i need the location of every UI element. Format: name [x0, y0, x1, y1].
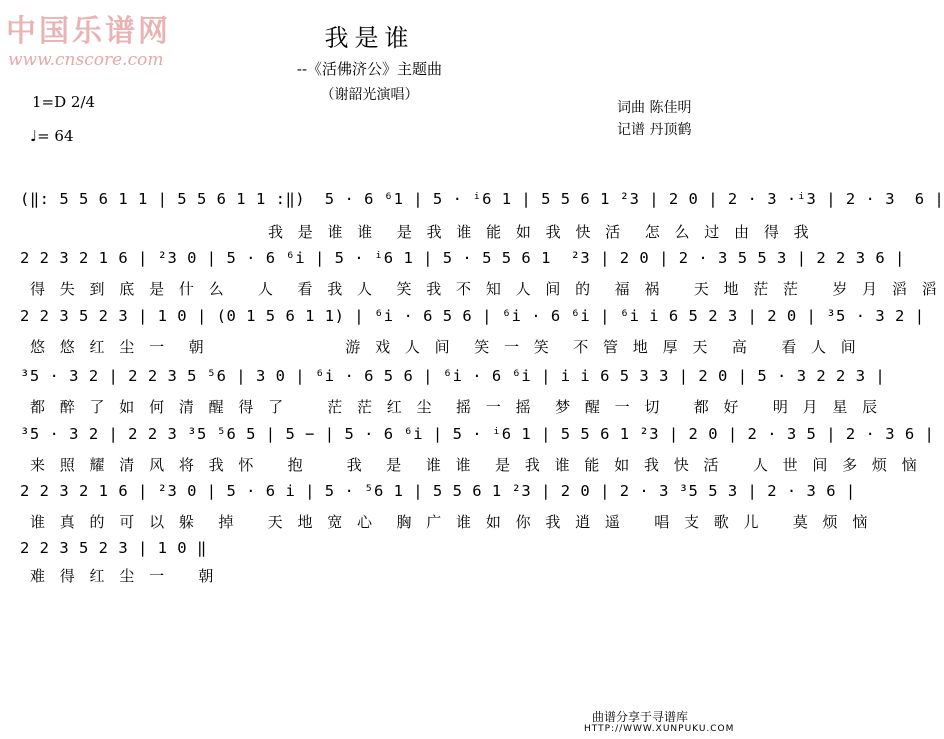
share-url-link[interactable]: HTTP://WWW.XUNPUKU.COM	[584, 724, 735, 734]
notation-line: (‖: 5 5 6 1 1 | 5 5 6 1 1 :‖) 5 · 6 ⁶1 | 5 · ⁱ6 1 | 5 5 6 1 ²3 | 2 0 | 2 · 3 ·ⁱ3 | 2 · 3 6 |	[20, 190, 944, 208]
lyrics-line: 得 失 到 底 是 什 么 人 看 我 人 笑 我 不 知 人 间 的 福 祸 天 地 茫 茫 岁 月 滔 滔	[30, 280, 942, 298]
notation-line: ³5 · 3 2 | 2 2 3 ³5 ⁵6 5 | 5 − | 5 · 6 ⁶i | 5 · ⁱ6 1 | 5 5 6 1 ²3 | 2 0 | 2 · 3 5 | 2 · 3 6 |	[20, 425, 935, 443]
notation-line: 2 2 3 2 1 6 | ²3 0 | 5 · 6 i | 5 · ⁵6 1 | 5 5 6 1 ²3 | 2 0 | 2 · 3 ³5 5 3 | 2 · 3 6 |	[20, 482, 856, 500]
watermark-logo: 中国乐谱网	[6, 14, 171, 49]
lyricist-composer-credit: 词曲 陈佳明	[617, 100, 692, 116]
lyrics-line: 来 照 耀 清 风 将 我 怀 抱 我 是 谁 谁 是 我 谁 能 如 我 快 活 人 世 间 多 烦 恼	[30, 456, 922, 474]
transcriber-credit: 记谱 丹顶鹤	[617, 122, 692, 138]
key-time-signature: 1=D 2/4	[32, 93, 96, 111]
tempo-marking: ♩= 64	[30, 127, 74, 145]
lyrics-line: 悠 悠 红 尘 一 朝 游 戏 人 间 笑 一 笑 不 管 地 厚 天 高 看 人 间	[30, 338, 861, 356]
lyrics-line: 难 得 红 尘 一 朝	[30, 567, 219, 585]
notation-line: 2 2 3 5 2 3 | 1 0 | (0 1 5 6 1 1) | ⁶i · 6 5 6 | ⁶i · 6 ⁶i | ⁶i i 6 5 2 3 | 2 0 | ³5 · 3 2 |	[20, 307, 925, 325]
song-subtitle: --《活佛济公》主题曲	[296, 60, 443, 78]
lyrics-line: 都 醉 了 如 何 清 醒 得 了 茫 茫 红 尘 摇 一 摇 梦 醒 一 切 都 好 明 月 星 辰	[30, 398, 883, 416]
notation-line: 2 2 3 5 2 3 | 1 0 ‖	[20, 539, 207, 557]
song-title: 我是谁	[324, 24, 415, 52]
notation-line: 2 2 3 2 1 6 | ²3 0 | 5 · 6 ⁶i | 5 · ⁱ6 1 | 5 · 5 5 6 1 ²3 | 2 0 | 2 · 3 5 5 3 | 2 2 3 6 |	[20, 249, 905, 267]
lyrics-line: 谁 真 的 可 以 躲 掉 天 地 宽 心 胸 广 谁 如 你 我 逍 遥 唱 支 歌 儿 莫 烦 恼	[30, 513, 873, 531]
lyrics-line: 我 是 谁 谁 是 我 谁 能 如 我 快 活 怎 么 过 由 得 我	[268, 223, 814, 241]
share-credit-text: 曲谱分享于寻谱库	[592, 710, 689, 724]
notation-line: ³5 · 3 2 | 2 2 3 5 ⁵6 | 3 0 | ⁶i · 6 5 6 | ⁶i · 6 ⁶i | i i 6 5 3 3 | 2 0 | 5 · 3 2 2 3 |	[20, 367, 886, 385]
singer-credit: （谢韶光演唱）	[320, 87, 419, 103]
watermark-url: www.cnscore.com	[8, 50, 164, 70]
